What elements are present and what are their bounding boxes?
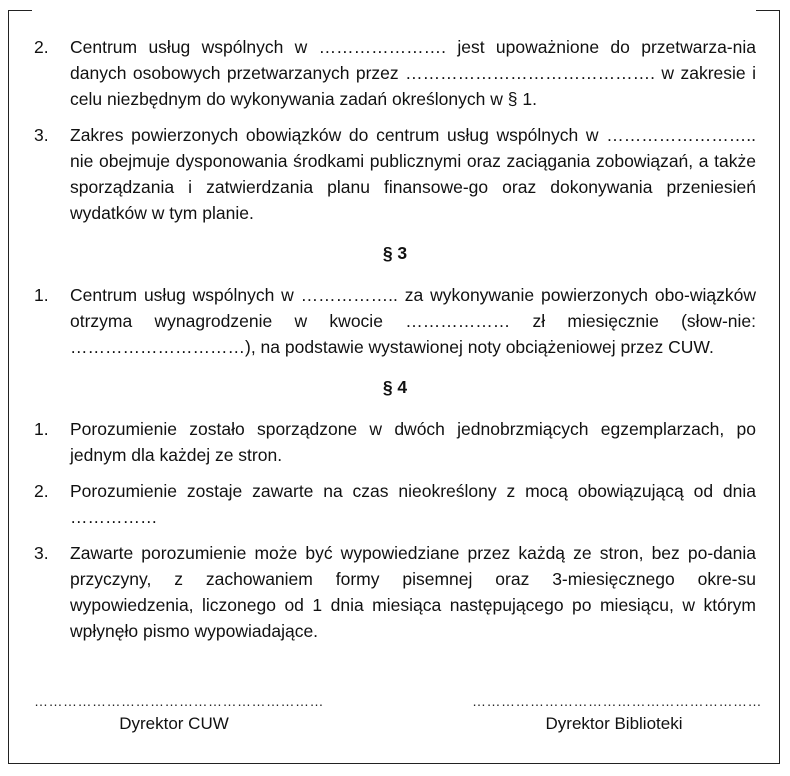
signature-line: …………………………………………………… bbox=[34, 693, 324, 709]
item-number: 2. bbox=[34, 481, 49, 501]
list-item bbox=[34, 34, 756, 112]
document-body bbox=[34, 34, 756, 654]
signature-line: …………………………………………………… bbox=[472, 693, 762, 709]
section-heading-4: § 4 bbox=[382, 377, 408, 397]
item-text: Centrum usług wspólnych w …………….. za wykonywanie powierzonych obo-wiązków otrzyma wynagrodzenie w kwocie ……………… zł miesięcznie (słow-nie: …………………………), na podstawie wystawionej noty obciążeniowej przez CUW. bbox=[70, 285, 756, 357]
signature-left bbox=[34, 693, 324, 734]
item-text: Zakres powierzonych obowiązków do centrum usług wspólnych w …………………….. nie obejmuje dysponowania środkami publicznymi oraz zaciągania zobowiązań, a także sporządzania i zatwierdzania planu finansowe-go oraz dokonywania przeniesień wydatków w tym planie. bbox=[70, 125, 756, 223]
item-text: Porozumienie zostało sporządzone w dwóch jednobrzmiących egzemplarzach, po jednym dla każdej ze stron. bbox=[70, 419, 756, 465]
list-item bbox=[34, 478, 756, 530]
list-item bbox=[34, 122, 756, 226]
item-number: 3. bbox=[34, 543, 49, 563]
list-item bbox=[34, 416, 756, 468]
item-number: 1. bbox=[34, 285, 49, 305]
item-number: 3. bbox=[34, 125, 49, 145]
frame-corner-left bbox=[8, 10, 32, 11]
list-item bbox=[34, 282, 756, 360]
section-heading-3: § 3 bbox=[382, 243, 408, 263]
item-text: Porozumienie zostaje zawarte na czas nieokreślony z mocą obowiązującą od dnia …………… bbox=[70, 481, 756, 527]
item-number: 2. bbox=[34, 37, 49, 57]
signature-label: Dyrektor Biblioteki bbox=[545, 714, 683, 733]
signature-right bbox=[472, 693, 762, 734]
frame-corner-right bbox=[756, 10, 780, 11]
item-text: Zawarte porozumienie może być wypowiedziane przez każdą ze stron, bez po-dania przyczyny, z zachowaniem formy pisemnej oraz 3-miesięcznego okre-su wypowiedzenia, liczonego od 1 dnia miesiąca następującego po miesiącu, w którym wpłynęło pismo wypowiadające. bbox=[70, 543, 756, 641]
list-item bbox=[34, 540, 756, 644]
item-text: Centrum usług wspólnych w …………………. jest upoważnione do przetwarza-nia danych osobowych przetwarzanych przez ……………………………………. w zakresie i celu niezbędnym do wykonywania zadań określonych w § 1. bbox=[70, 37, 756, 109]
signature-label: Dyrektor CUW bbox=[119, 714, 229, 733]
item-number: 1. bbox=[34, 419, 49, 439]
